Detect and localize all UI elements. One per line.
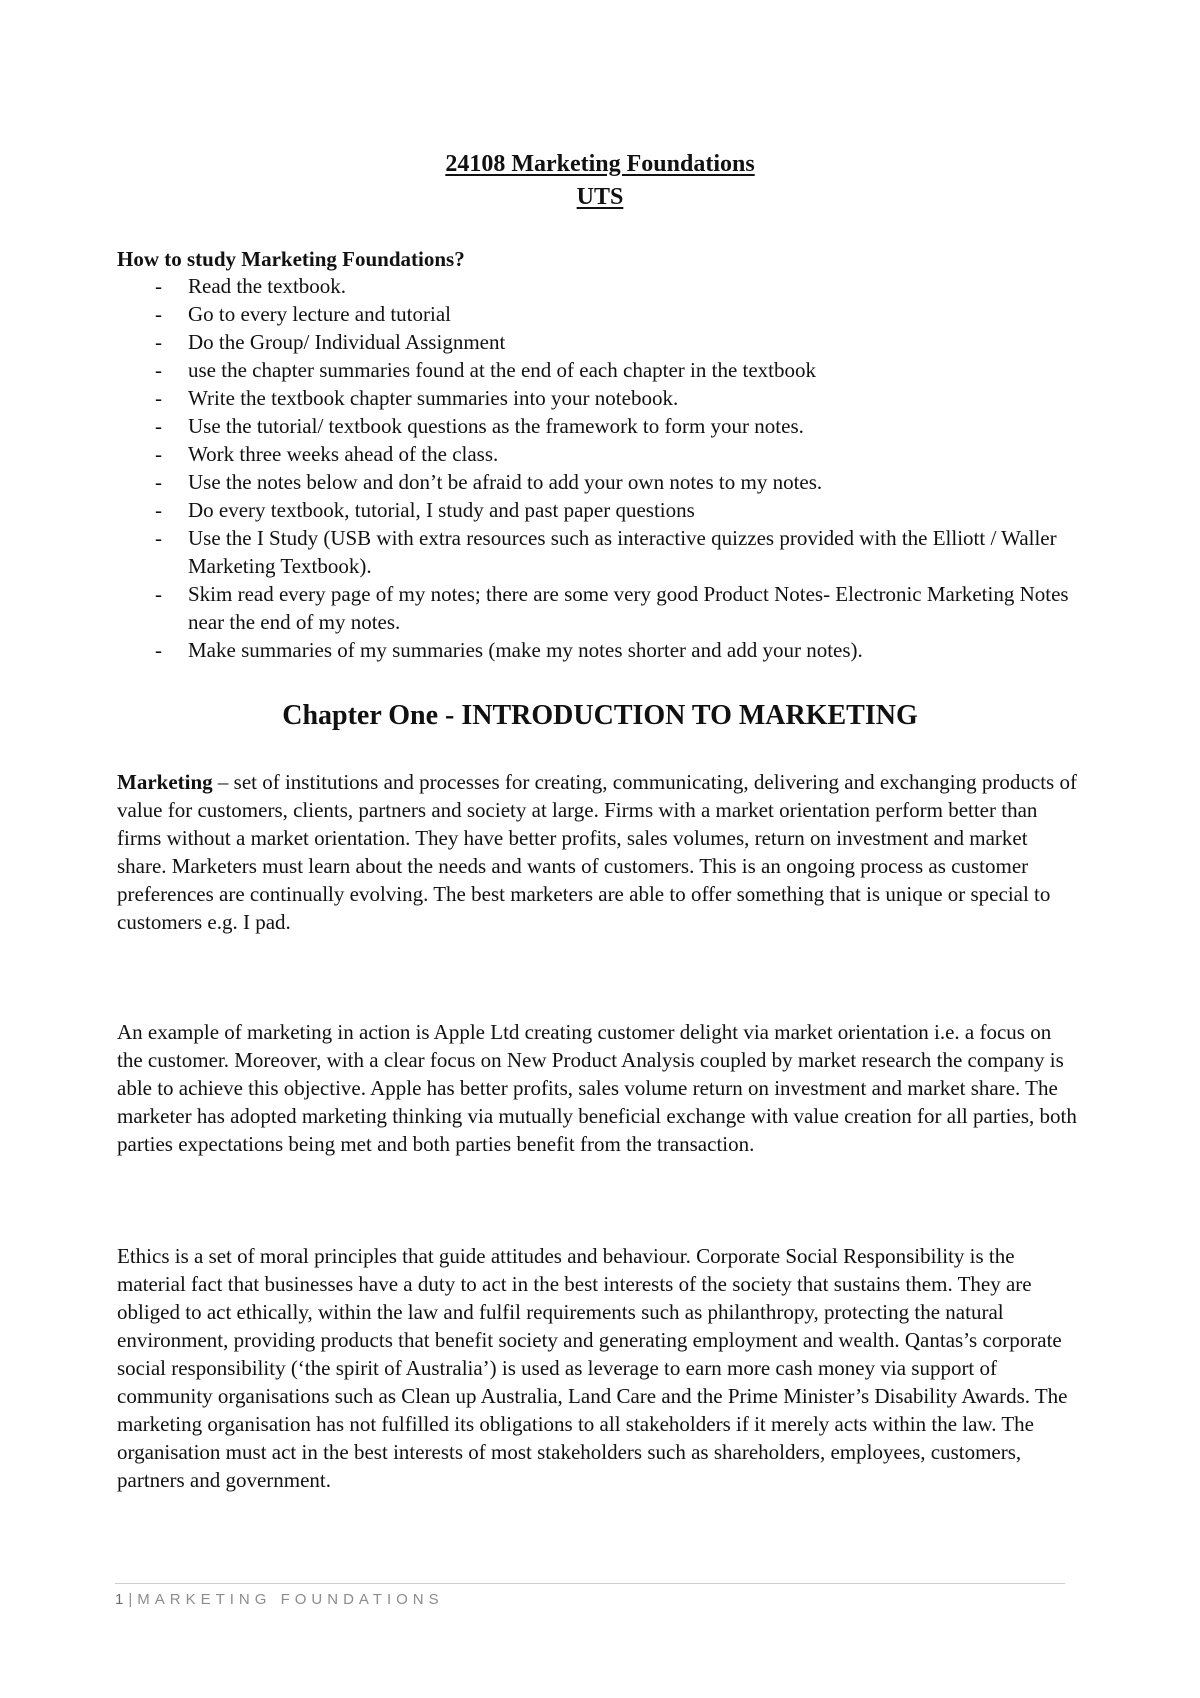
ethics-paragraph: Ethics is a set of moral principles that guide attitudes and behaviour. Corporate Social Responsibility is the material fact that businesses have a duty to act in the best interests of the society that sustains them. They are obliged to act ethically, within the law and fulfil requirements such as philanthropy, protecting the natural environment, providing products that benefit society and generating employment and wealth. Qantas’s corporate social responsibility (‘the spirit of Australia’) is used as leverage to earn more cash money via support of community organisations such as Clean up Australia, Land Care and the Prime Minister’s Disability Awards. The marketing organisation has not fulfilled its obligations to all stakeholders if it merely acts within the law. The organisation must act in the best interests of most stakeholders such as shareholders, employees, customers, partners and government. bbox=[117, 1244, 1068, 1492]
list-bullet: - bbox=[155, 498, 162, 522]
list-item-text: Skim read every page of my notes; there are some very good Product Notes- Electronic Marketing Notes near the end of my notes. bbox=[188, 582, 1069, 634]
list-bullet: - bbox=[155, 358, 162, 382]
list-item bbox=[117, 440, 1077, 468]
footer-divider bbox=[115, 1583, 1065, 1584]
list-item bbox=[117, 412, 1077, 440]
list-item bbox=[117, 272, 1077, 300]
list-item-text: Do every textbook, tutorial, I study and past paper questions bbox=[188, 498, 695, 522]
list-item-text: use the chapter summaries found at the end of each chapter in the textbook bbox=[188, 358, 817, 382]
apple-example-paragraph: An example of marketing in action is Apple Ltd creating customer delight via market orientation i.e. a focus on the customer. Moreover, with a clear focus on New Product Analysis coupled by market research the company is able to achieve this objective. Apple has better profits, sales volume return on investment and market share. The marketer has adopted marketing thinking via mutually beneficial exchange with value creation for all parties, both parties expectations being met and both parties benefit from the transaction. bbox=[117, 1020, 1077, 1156]
list-item-text: Go to every lecture and tutorial bbox=[188, 302, 451, 326]
footer-running-title: MARKETING FOUNDATIONS bbox=[137, 1591, 444, 1608]
list-item bbox=[117, 356, 1077, 384]
list-item-text: Use the I Study (USB with extra resources such as interactive quizzes provided with the Elliott / Waller Marketing Textbook). bbox=[188, 526, 1057, 578]
list-item bbox=[117, 468, 1077, 496]
list-bullet: - bbox=[155, 582, 162, 606]
marketing-term: Marketing bbox=[117, 770, 213, 794]
chapter-heading: Chapter One - INTRODUCTION TO MARKETING bbox=[282, 700, 918, 731]
marketing-definition-text: – set of institutions and processes for creating, communicating, delivering and exchanging products of value for customers, clients, partners and society at large. Firms with a market orientation perform better than firms without a market orientation. They have better profits, sales volumes, return on investment and market share. Marketers must learn about the needs and wants of customers. This is an ongoing process as customer preferences are continually evolving. The best marketers are able to offer something that is unique or special to customers e.g. I pad. bbox=[117, 770, 1077, 934]
list-item-text: Write the textbook chapter summaries into your notebook. bbox=[188, 386, 679, 410]
study-tips-heading: How to study Marketing Foundations? bbox=[117, 247, 465, 271]
document-title bbox=[0, 148, 1200, 214]
list-item bbox=[117, 328, 1077, 356]
list-bullet: - bbox=[155, 302, 162, 326]
list-item-text: Work three weeks ahead of the class. bbox=[188, 442, 499, 466]
list-item bbox=[117, 300, 1077, 328]
list-bullet: - bbox=[155, 470, 162, 494]
list-bullet: - bbox=[155, 330, 162, 354]
list-bullet: - bbox=[155, 526, 162, 550]
list-bullet: - bbox=[155, 638, 162, 662]
list-item bbox=[117, 636, 1077, 664]
marketing-definition-paragraph bbox=[117, 768, 1077, 936]
list-item-text: Make summaries of my summaries (make my notes shorter and add your notes). bbox=[188, 638, 863, 662]
study-tips-list bbox=[117, 272, 1077, 664]
list-item bbox=[117, 384, 1077, 412]
list-item bbox=[117, 524, 1077, 580]
footer-separator: | bbox=[128, 1591, 138, 1608]
list-bullet: - bbox=[155, 414, 162, 438]
list-item-text: Read the textbook. bbox=[188, 274, 347, 298]
list-bullet: - bbox=[155, 274, 162, 298]
list-item bbox=[117, 580, 1077, 636]
page-number: 1 bbox=[115, 1591, 129, 1608]
list-item-text: Do the Group/ Individual Assignment bbox=[188, 330, 506, 354]
university-name: UTS bbox=[576, 184, 624, 210]
list-bullet: - bbox=[155, 386, 162, 410]
list-item-text: Use the tutorial/ textbook questions as the framework to form your notes. bbox=[188, 414, 804, 438]
list-item-text: Use the notes below and don’t be afraid to add your own notes to my notes. bbox=[188, 470, 823, 494]
page-footer bbox=[115, 1590, 444, 1610]
course-title: 24108 Marketing Foundations bbox=[445, 151, 755, 177]
list-item bbox=[117, 496, 1077, 524]
list-bullet: - bbox=[155, 442, 162, 466]
